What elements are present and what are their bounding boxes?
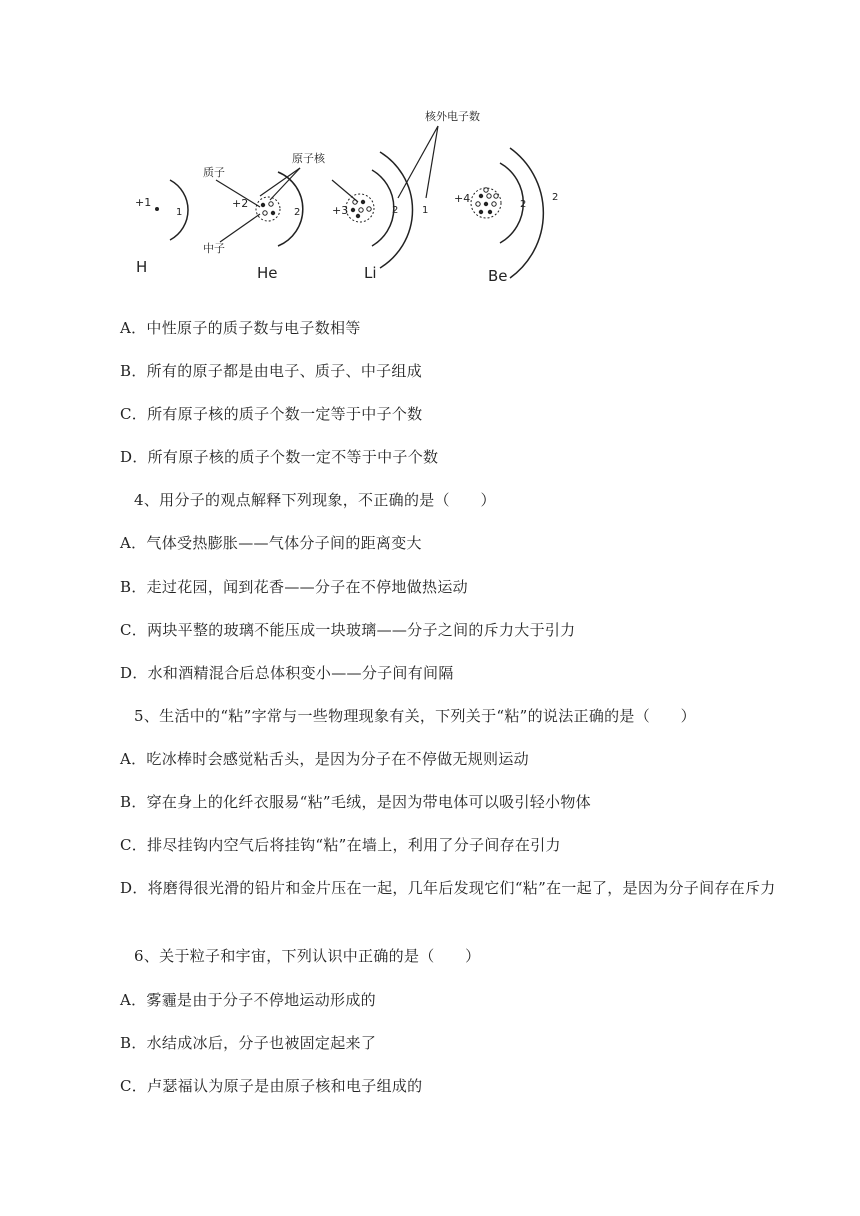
be-neutron [492, 202, 496, 206]
li-shell-2-count: 1 [422, 205, 429, 216]
nucleus-pointer-li [332, 180, 358, 202]
q4-option-d: D．水和酒精混合后总体积变小——分子间有间隔 [120, 664, 454, 682]
q3-option-d: D．所有原子核的质子个数一定不等于中子个数 [120, 448, 439, 466]
q6-option-a: A．雾霾是由于分子不停地运动形成的 [120, 991, 376, 1009]
li-symbol: Li [364, 264, 377, 282]
q4-option-a: A．气体受热膨胀——气体分子间的距离变大 [120, 534, 422, 552]
be-proton [479, 194, 483, 198]
h-shell-1-count: 1 [176, 207, 183, 218]
he-shell-1-count: 2 [294, 207, 301, 218]
he-neutron [269, 202, 273, 206]
h-nucleus [155, 207, 159, 211]
h-symbol: H [136, 258, 148, 276]
be-nucleus-charge: +4 [454, 192, 471, 205]
li-neutron [353, 200, 357, 204]
be-neutron [494, 194, 498, 198]
q3-option-a: A．中性原子的质子数与电子数相等 [120, 319, 361, 337]
q5-option-c: C．排尽挂钩内空气后将挂钩“粘”在墙上，利用了分子间存在引力 [120, 836, 561, 854]
be-neutron [476, 202, 480, 206]
q4-option-b: B．走过花园，闻到花香——分子在不停地做热运动 [120, 578, 468, 596]
neutron-pointer [220, 214, 260, 242]
be-shell-2 [510, 148, 543, 278]
q6-option-b: B．水结成冰后，分子也被固定起来了 [120, 1034, 377, 1052]
nucleus-label: 原子核 [292, 152, 325, 165]
atom-diagram [120, 100, 580, 295]
be-proton [484, 202, 488, 206]
li-proton [361, 200, 365, 204]
q5-stem: 5、生活中的“粘”字常与一些物理现象有关，下列关于“粘”的说法正确的是（ ） [134, 707, 696, 725]
q3-option-b: B．所有的原子都是由电子、质子、中子组成 [120, 362, 423, 380]
proton-label: 质子 [203, 166, 225, 179]
be-neutron [487, 194, 491, 198]
h-nucleus-charge: +1 [135, 196, 152, 209]
he-proton [271, 211, 275, 215]
q4-option-c: C．两块平整的玻璃不能压成一块玻璃——分子之间的斥力大于引力 [120, 621, 576, 639]
q6-option-c: C．卢瑟福认为原子是由原子核和电子组成的 [120, 1077, 423, 1095]
q4-stem: 4、用分子的观点解释下列现象，不正确的是（ ） [134, 491, 496, 509]
q3-option-c: C．所有原子核的质子个数一定等于中子个数 [120, 405, 423, 423]
be-proton [479, 210, 483, 214]
li-shell-1 [372, 170, 394, 246]
q5-option-b: B．穿在身上的化纤衣服易“粘”毛绒，是因为带电体可以吸引轻小物体 [120, 793, 591, 811]
li-neutron [367, 207, 371, 211]
li-shell-1-count: 2 [392, 205, 399, 216]
be-proton [488, 210, 492, 214]
q5-option-a: A．吃冰棒时会感觉粘舌头，是因为分子在不停做无规则运动 [120, 750, 529, 768]
outer-electrons-label: 核外电子数 [425, 110, 480, 123]
he-neutron [263, 211, 267, 215]
he-nucleus [256, 197, 280, 221]
q6-stem: 6、关于粒子和宇宙，下列认识中正确的是（ ） [134, 947, 481, 965]
nucleus-pointer-he [270, 168, 300, 200]
he-symbol: He [257, 264, 278, 282]
he-nucleus-charge: +2 [232, 197, 249, 210]
li-proton [351, 208, 355, 212]
q5-option-d: D．将磨得很光滑的铅片和金片压在一起，几年后发现它们“粘”在一起了，是因为分子间存在斥力 [120, 879, 776, 897]
he-proton [261, 203, 265, 207]
be-neutron [484, 188, 488, 192]
atom-structure-figure [120, 100, 580, 295]
li-nucleus-charge: +3 [332, 204, 349, 217]
li-neutron [359, 208, 363, 212]
neutron-label: 中子 [203, 242, 225, 255]
be-shell-1-count: 2 [520, 199, 527, 210]
li-proton [356, 214, 360, 218]
be-symbol: Be [488, 267, 508, 285]
be-shell-2-count: 2 [552, 192, 559, 203]
